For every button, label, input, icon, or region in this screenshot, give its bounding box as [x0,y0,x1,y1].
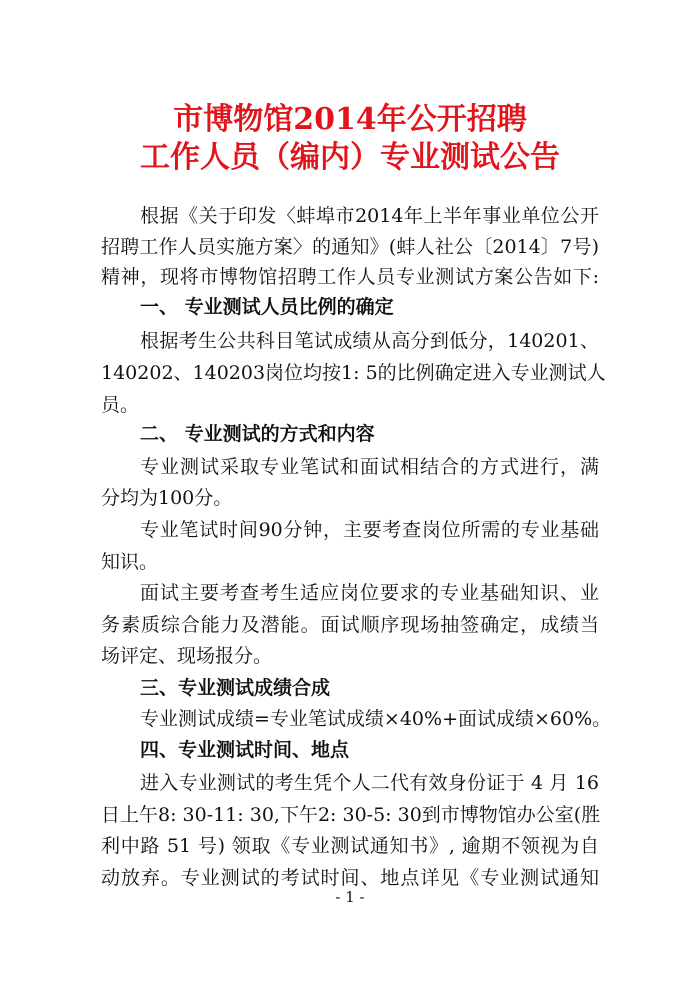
body-line-10: 分均为100分。 [101,487,233,509]
body-line-11: 专业笔试时间90分钟，主要考查岗位所需的专业基础 [140,519,599,541]
body-line-17: 专业测试成绩=专业笔试成绩×40%+面试成绩×60%。 [140,708,612,730]
body-line-9: 专业测试采取专业笔试和面试相结合的方式进行，满 [140,456,599,478]
body-line-6: 140202、140203岗位均按1: 5的比例确定进入专业测试人 [101,362,606,384]
section-heading-3: 三、专业测试成绩合成 [140,677,331,699]
section-heading-4: 四、专业测试时间、地点 [140,739,350,761]
body-line-14: 务素质综合能力及潜能。面试顺序现场抽签确定，成绩当 [101,614,599,636]
section-heading-1: 一、 专业测试人员比例的确定 [140,296,394,318]
section-heading-2: 二、 专业测试的方式和内容 [140,423,375,445]
body-line-13: 面试主要考查考生适应岗位要求的专业基础知识、业 [140,582,599,604]
body-line-20: 日上午8: 30-11: 30,下午2: 30-5: 30到市博物馆办公室(胜 [101,804,601,826]
page-number: - 1 - [335,888,365,906]
document-title-line-1: 市博物馆2014年公开招聘 [173,102,527,137]
document-title-line-2: 工作人员（编内）专业测试公告 [140,140,560,175]
body-line-1: 根据《关于印发〈蚌埠市2014年上半年事业单位公开 [140,205,599,227]
body-line-12: 知识。 [101,551,159,573]
body-line-5: 根据考生公共科目笔试成绩从高分到低分，140201、 [140,330,599,352]
body-line-3: 精神，现将市博物馆招聘工作人员专业测试方案公告如下: [101,266,599,288]
body-line-7: 员。 [101,394,140,416]
body-line-22: 动放弃。专业测试的考试时间、地点详见《专业测试通知 [101,867,599,889]
body-line-21: 利中路 51 号) 领取《专业测试通知书》, 逾期不领视为自 [101,835,599,857]
body-line-2: 招聘工作人员实施方案〉的通知》(蚌人社公〔2014〕7号) [101,236,599,258]
body-line-15: 场评定、现场报分。 [101,645,273,667]
body-line-19: 进入专业测试的考生凭个人二代有效身份证于 4 月 16 [140,772,599,794]
